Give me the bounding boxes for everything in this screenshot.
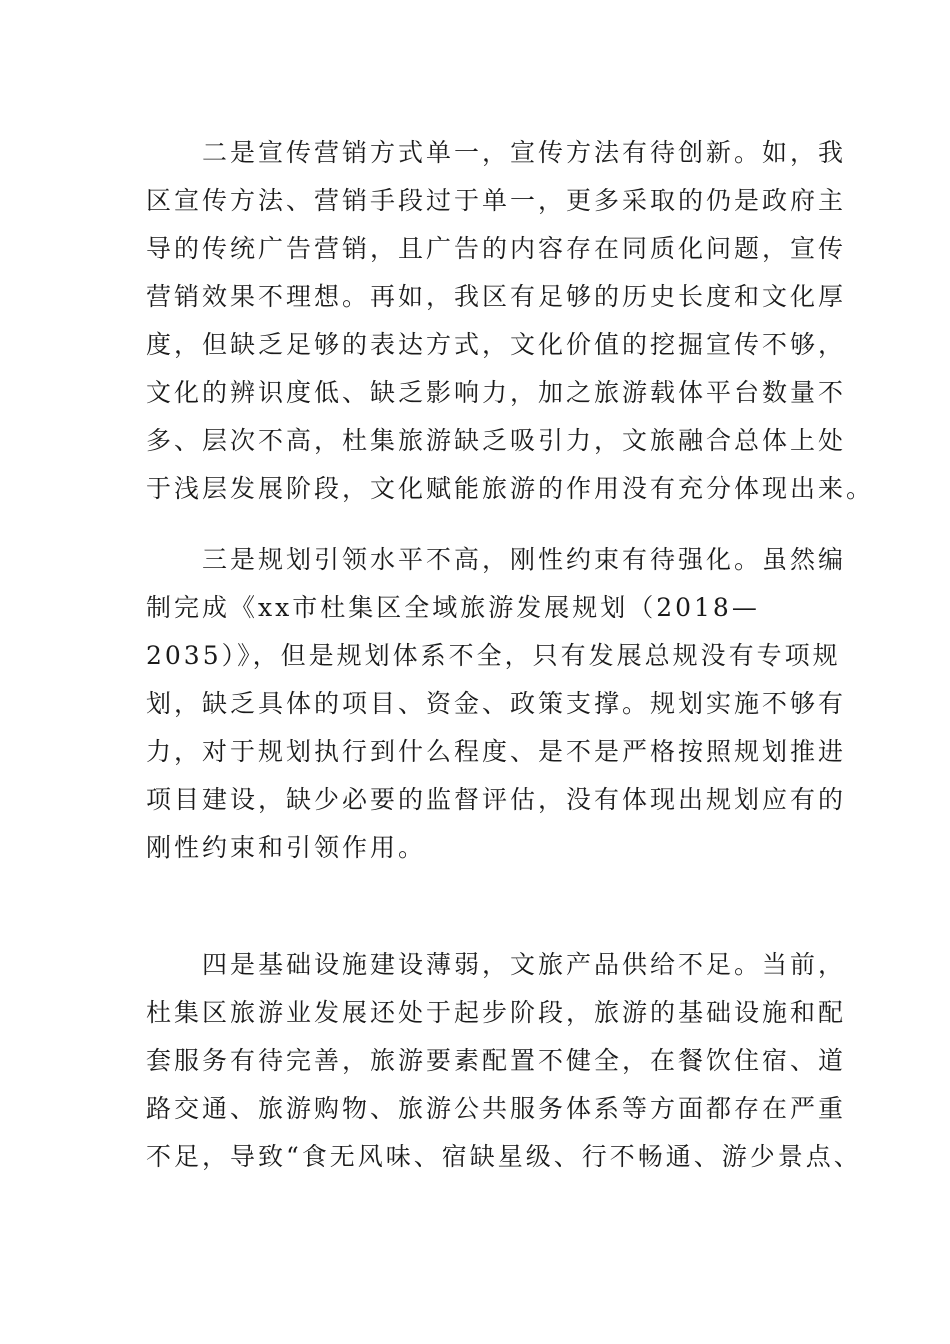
text-line: 套服务有待完善，旅游要素配置不健全，在餐饮住宿、道 — [146, 1046, 847, 1075]
text-line: 刚性约束和引领作用。 — [146, 833, 427, 862]
text-line: 三是规划引领水平不高，刚性约束有待强化。虽然编 — [202, 545, 847, 574]
text-line: 不足，导致“食无风味、宿缺星级、行不畅通、游少景点、 — [146, 1142, 862, 1171]
text-line: 二是宣传营销方式单一，宣传方法有待创新。如，我 — [202, 138, 847, 167]
text-line: 划，缺乏具体的项目、资金、政策支撑。规划实施不够有 — [146, 689, 847, 718]
text-line: 2035）》，但是规划体系不全，只有发展总规没有专项规 — [146, 641, 841, 670]
text-line: 区宣传方法、营销手段过于单一，更多采取的仍是政府主 — [146, 186, 847, 215]
text-line: 制完成《xx市杜集区全域旅游发展规划（2018— — [146, 593, 760, 622]
text-line: 路交通、旅游购物、旅游公共服务体系等方面都存在严重 — [146, 1094, 847, 1123]
text-line: 四是基础设施建设薄弱，文旅产品供给不足。当前， — [202, 950, 847, 979]
text-line: 项目建设，缺少必要的监督评估，没有体现出规划应有的 — [146, 785, 847, 814]
text-line: 杜集区旅游业发展还处于起步阶段，旅游的基础设施和配 — [146, 998, 847, 1027]
paragraph-planning-guidance — [146, 536, 847, 872]
text-line: 力，对于规划执行到什么程度、是不是严格按照规划推进 — [146, 737, 847, 766]
text-line: 度，但缺乏足够的表达方式，文化价值的挖掘宣传不够， — [146, 330, 847, 359]
text-line: 于浅层发展阶段，文化赋能旅游的作用没有充分体现出来。 — [146, 474, 875, 503]
paragraph-infrastructure — [146, 941, 862, 1181]
text-line: 导的传统广告营销，且广告的内容存在同质化问题，宣传 — [146, 234, 847, 263]
text-line: 营销效果不理想。再如，我区有足够的历史长度和文化厚 — [146, 282, 847, 311]
paragraph-publicity-marketing — [146, 129, 875, 513]
text-line: 文化的辨识度低、缺乏影响力，加之旅游载体平台数量不 — [146, 378, 847, 407]
text-line: 多、层次不高，杜集旅游缺乏吸引力，文旅融合总体上处 — [146, 426, 847, 455]
